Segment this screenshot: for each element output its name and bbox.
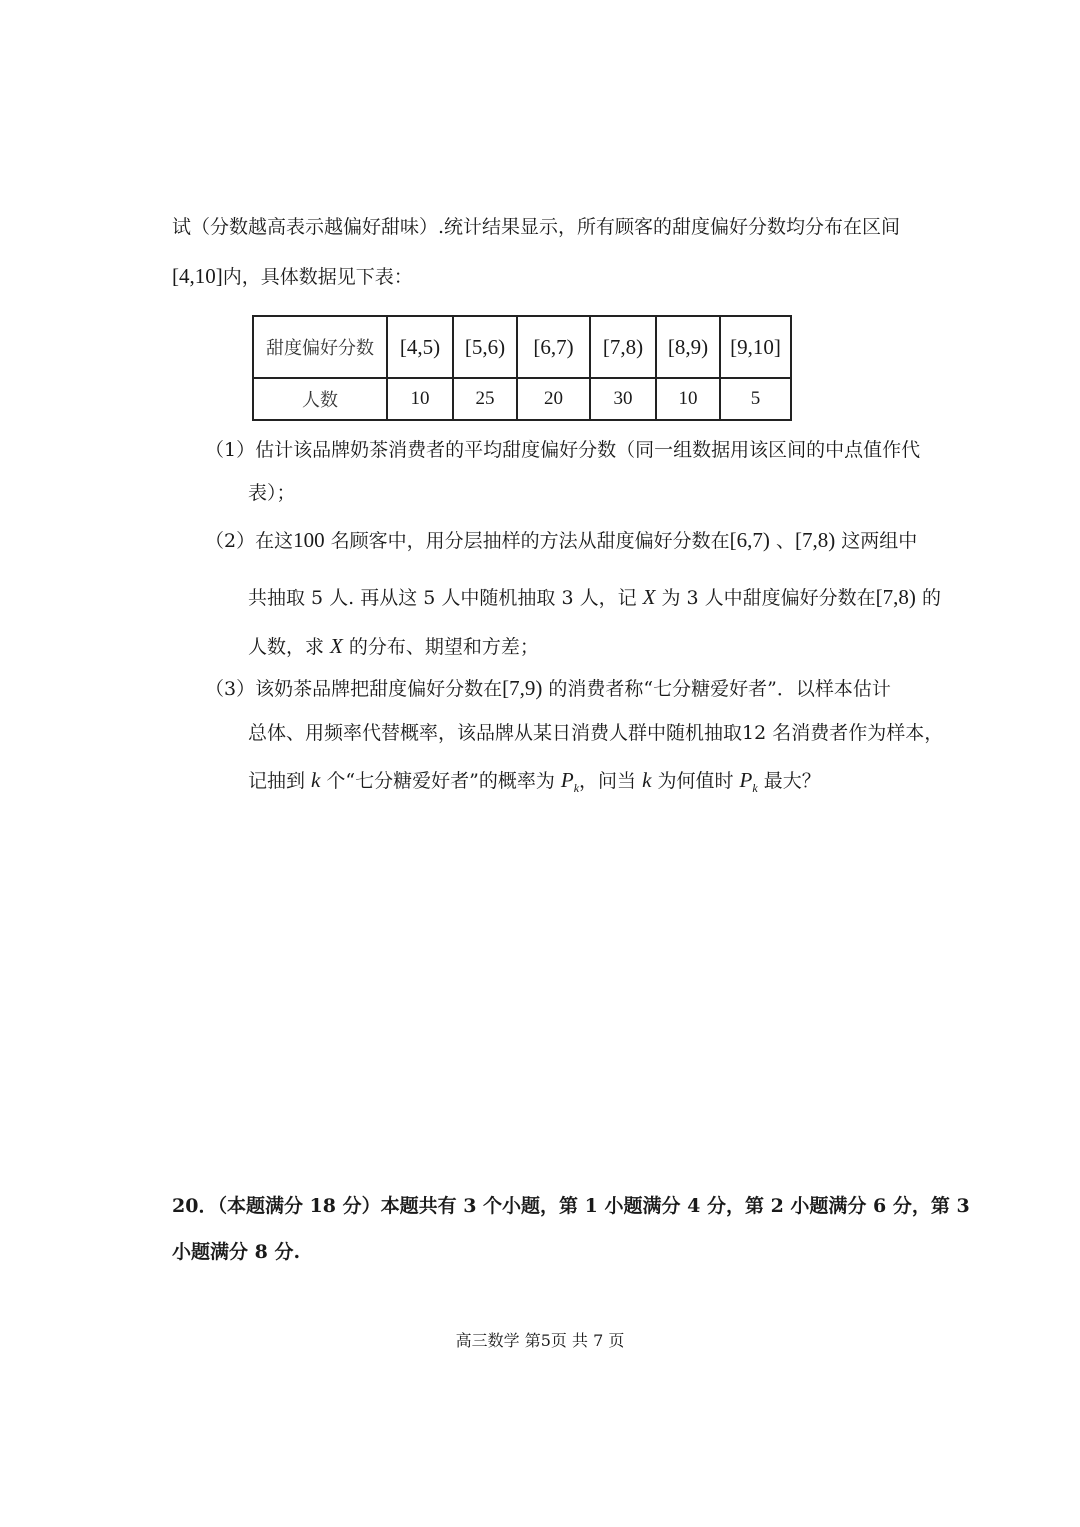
table-cell-count: 5 [720, 378, 791, 420]
question-20-line-1: 20．（本题满分 18 分）本题共有 3 个小题，第 1 小题满分 4 分，第 2 小题满分 6 分，第 3 [172, 1195, 970, 1217]
question-2-number: （2） [205, 530, 256, 552]
table-cell-count: 30 [590, 378, 656, 420]
question-3-line-2: 总体、用频率代替概率，该品牌从某日消费人群中随机抽取12 名消费者作为样本， [248, 722, 944, 744]
table-cell-interval: [4,5) [387, 316, 453, 378]
interval-range: [4,10] [172, 264, 223, 288]
intro-line-1: 试（分数越高表示越偏好甜味）.统计结果显示，所有顾客的甜度偏好分数均分布在区间 [172, 216, 901, 238]
table-row-counts [253, 378, 791, 420]
table-cell-interval: [8,9) [656, 316, 720, 378]
question-3-number: （3） [205, 678, 256, 700]
sweetness-table [252, 315, 792, 421]
table-cell-count: 25 [453, 378, 517, 420]
question-2-line-3: 人数，求 X 的分布、期望和方差； [248, 634, 539, 658]
question-3-line-3: 记抽到 k 个“七分糖爱好者”的概率为 $P_k$，问当 k 为何值时 $P_k$ 最大？ [248, 768, 821, 795]
question-2-line-1: （2）在这100 名顾客中，用分层抽样的方法从甜度偏好分数在[6,7) 、[7,8) 这两组中 [205, 528, 918, 552]
question-20-line-2: 小题满分 8 分. [172, 1241, 301, 1263]
table-cell-interval: [9,10] [720, 316, 791, 378]
table-header-count: 人数 [253, 378, 387, 420]
table-header-score: 甜度偏好分数 [253, 316, 387, 378]
question-3-line-1: （3）该奶茶品牌把甜度偏好分数在[7,9) 的消费者称“七分糖爱好者”．以样本估计 [205, 676, 891, 700]
table-cell-count: 10 [387, 378, 453, 420]
table-cell-interval: [7,8) [590, 316, 656, 378]
table-cell-interval: [5,6) [453, 316, 517, 378]
table-cell-interval: [6,7) [517, 316, 590, 378]
intro-line-2: [4,10]内，具体数据见下表： [172, 264, 413, 288]
page-footer: 高三数学 第5页 共 7 页 [455, 1331, 625, 1350]
table-cell-count: 10 [656, 378, 720, 420]
question-2-line-2: 共抽取 5 人. 再从这 5 人中随机抽取 3 人，记 X 为 3 人中甜度偏好分数在[7,8) 的 [248, 585, 941, 609]
table-row-intervals [253, 316, 791, 378]
question-1-line-2: 表）； [248, 482, 296, 504]
question-1-line-1: （1）估计该品牌奶茶消费者的平均甜度偏好分数（同一组数据用该区间的中点值作代 [205, 439, 921, 461]
question-1-number: （1） [205, 439, 256, 461]
table-cell-count: 20 [517, 378, 590, 420]
